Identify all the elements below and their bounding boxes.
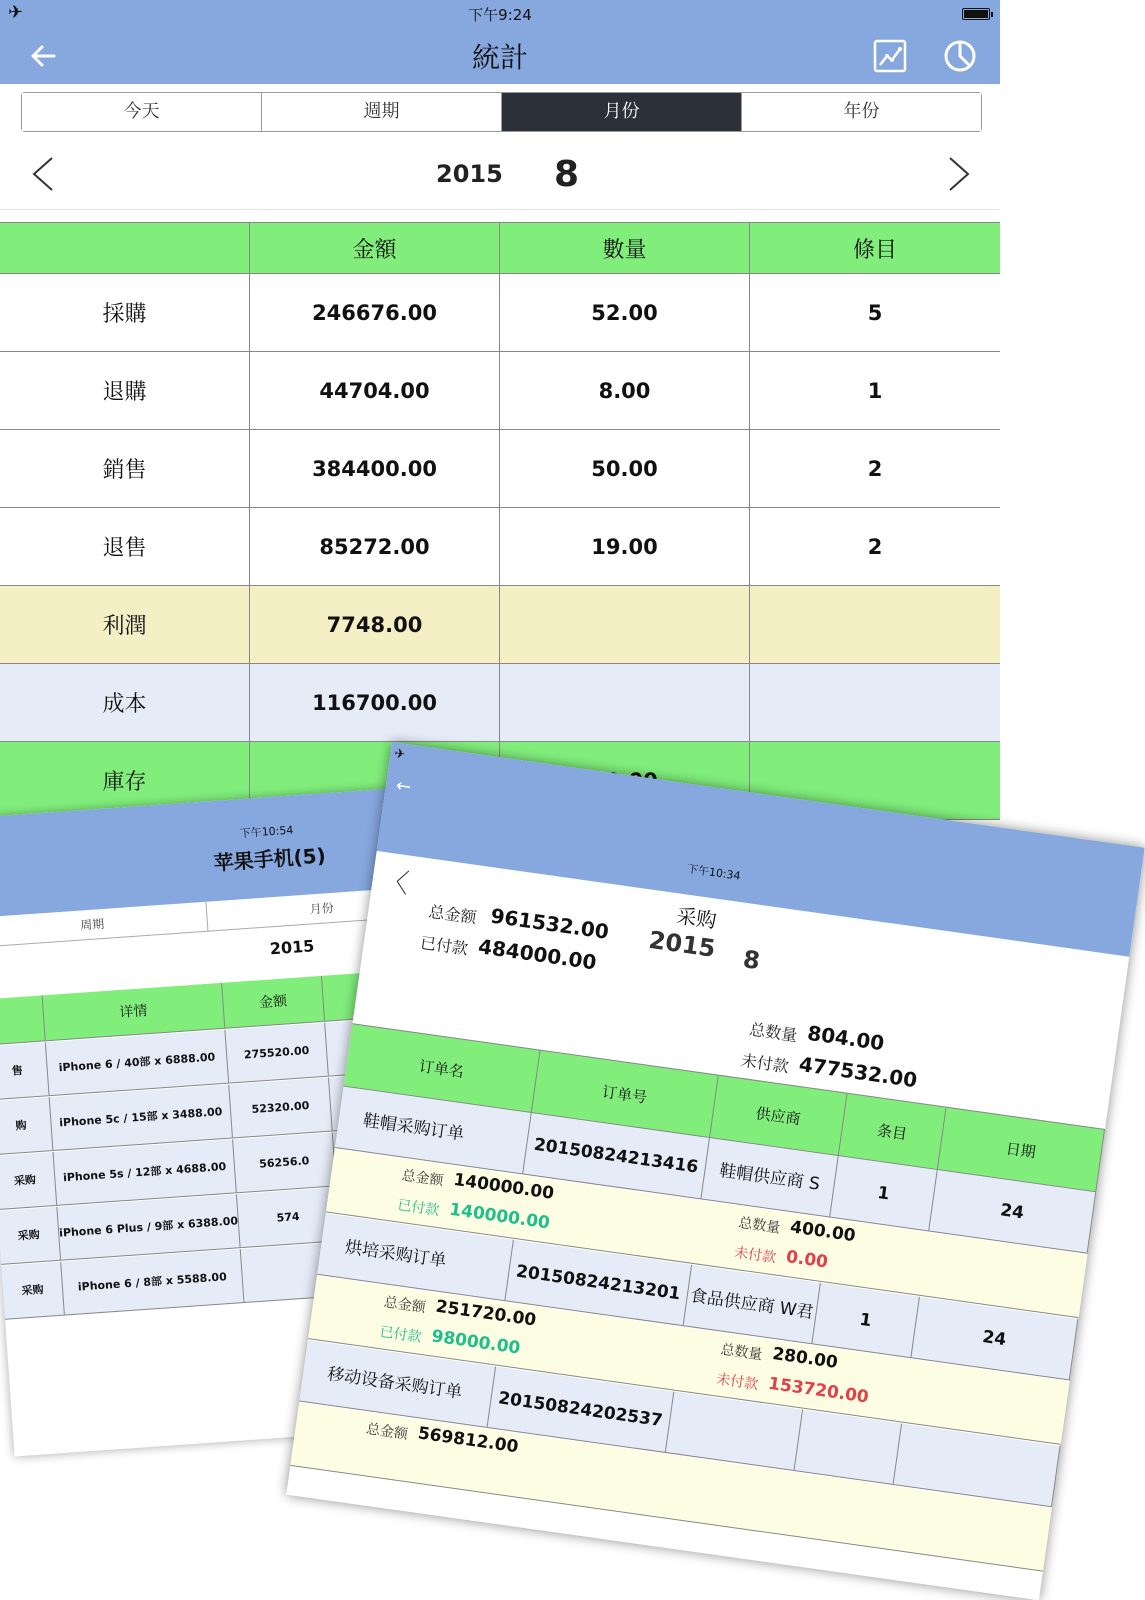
preview-time: 下午10:34 [686, 862, 742, 883]
row-quantity [500, 664, 750, 741]
order-name: 移动设备采购订单 [299, 1340, 496, 1427]
preview-cell: iPhone 5s / 12部 x 4688.00 [54, 1139, 237, 1204]
row-amount: 7748.00 [250, 586, 500, 663]
segment-week[interactable]: 週期 [262, 93, 502, 131]
order-supplier: 鞋帽供应商 S [701, 1138, 838, 1216]
table-row-profit [0, 586, 1000, 664]
preview-year: 2015 [647, 925, 718, 963]
row-quantity: 52.00 [500, 274, 750, 351]
preview-header-cell [0, 995, 46, 1044]
preview-cell: iPhone 5c / 15部 x 3488.00 [50, 1085, 233, 1150]
header-cell-items: 條目 [852, 237, 897, 263]
pie-chart-icon [940, 36, 980, 76]
order-number: 20150824213201 [505, 1240, 692, 1325]
row-items [750, 586, 1000, 663]
row-label: 退售 [0, 508, 250, 585]
line-chart-icon [870, 36, 910, 76]
preview-cell: 采购 [0, 1207, 61, 1264]
table-row-purchase-return[interactable] [0, 352, 1000, 430]
preview-tab-week: 周期 [0, 902, 208, 947]
preview-cell: 购 [0, 1097, 53, 1154]
detail-unpaid-value: 153720.00 [766, 1373, 870, 1408]
header-cell-amount: 金額 [250, 223, 500, 273]
detail-amount-value: 140000.00 [452, 1169, 556, 1204]
detail-qty-label: 总数量 [719, 1341, 764, 1364]
unpaid-label: 未付款 [739, 1050, 790, 1077]
row-quantity: 50.00 [500, 430, 750, 507]
total-qty-value: 804.00 [805, 1020, 886, 1056]
chevron-left-icon: 〈 [380, 866, 411, 900]
row-items: 1 [867, 378, 883, 403]
row-label: 採購 [0, 274, 250, 351]
airplane-mode-icon: ✈ [393, 746, 407, 763]
row-label: 成本 [0, 664, 250, 741]
preview-cell: 采购 [1, 1262, 65, 1319]
order-items: 1 [812, 1283, 920, 1357]
detail-qty-label: 总数量 [737, 1214, 782, 1237]
pie-chart-button[interactable] [940, 36, 980, 76]
period-year: 2015 [436, 160, 503, 188]
period-segmented-control [21, 92, 982, 132]
total-amount-value: 961532.00 [489, 903, 611, 944]
order-name: 烘培采购订单 [317, 1213, 514, 1300]
table-row-sales[interactable] [0, 430, 1000, 508]
paid-value: 484000.00 [476, 934, 598, 975]
row-amount: 116700.00 [250, 664, 500, 741]
table-row-sales-return[interactable] [0, 508, 1000, 586]
preview-cell: 275520.00 [225, 1023, 328, 1083]
preview-year: 2015 [269, 936, 315, 959]
row-items: 2 [867, 534, 883, 559]
chevron-left-icon [28, 154, 60, 194]
detail-qty-value: 280.00 [771, 1344, 839, 1373]
detail-paid-label: 已付款 [396, 1197, 441, 1220]
table-row-cost [0, 664, 1000, 742]
order-date: 24 [911, 1297, 1078, 1380]
segment-year[interactable]: 年份 [742, 93, 981, 131]
line-chart-button[interactable] [870, 36, 910, 76]
row-amount: 246676.00 [250, 274, 500, 351]
detail-paid-label: 已付款 [378, 1324, 423, 1346]
preview-header-cell: 日期 [938, 1108, 1105, 1192]
row-quantity: 19.00 [500, 508, 750, 585]
previous-period-button[interactable] [28, 154, 60, 194]
detail-amount-label: 总金额 [400, 1167, 445, 1190]
table-row-purchase[interactable] [0, 274, 1000, 352]
order-supplier: 食品供应商 W君 [684, 1265, 821, 1343]
preview-header-cell: 详情 [43, 983, 226, 1040]
preview-header-cell: 供应商 [710, 1076, 847, 1155]
row-items [750, 664, 1000, 741]
row-quantity: 8.00 [500, 352, 750, 429]
header-cell-label [0, 223, 250, 273]
preview-cell: iPhone 6 / 40部 x 6888.00 [46, 1030, 229, 1095]
period-picker [0, 140, 1000, 210]
detail-unpaid-label: 未付款 [733, 1244, 777, 1267]
order-number: 20150824213416 [523, 1113, 710, 1198]
row-quantity [500, 586, 750, 663]
order-number: 20150824202537 [488, 1367, 675, 1452]
nav-bar [0, 28, 1000, 84]
preview-header-cell: 金额 [222, 976, 325, 1028]
status-bar [0, 0, 1000, 28]
detail-unpaid-label: 未付款 [715, 1371, 760, 1394]
airplane-mode-icon: ✈ [8, 2, 24, 23]
page-title: 統計 [471, 41, 528, 74]
preview-title: 苹果手机(5) [212, 843, 327, 876]
stats-table [0, 222, 1000, 820]
preview-cell: 采购 [0, 1152, 57, 1209]
detail-unpaid-value: 0.00 [784, 1246, 830, 1273]
total-amount-label: 总金额 [427, 901, 478, 928]
order-items [795, 1410, 903, 1484]
row-amount: 85272.00 [250, 508, 500, 585]
total-qty-label: 总数量 [748, 1019, 799, 1046]
detail-paid-value: 98000.00 [430, 1326, 522, 1359]
detail-qty-value: 400.00 [788, 1217, 857, 1247]
row-amount: 384400.00 [250, 430, 500, 507]
preview-cell: iPhone 6 / 8部 x 5588.00 [61, 1249, 244, 1314]
segment-month[interactable]: 月份 [502, 93, 742, 131]
detail-amount-label: 总金额 [365, 1421, 409, 1443]
row-label: 庫存 [0, 742, 250, 819]
detail-amount-value: 251720.00 [434, 1296, 538, 1331]
preview-header-cell: 条目 [839, 1094, 947, 1169]
period-month: 8 [554, 154, 580, 195]
next-period-button[interactable] [942, 154, 974, 194]
paid-label: 已付款 [419, 932, 470, 959]
preview-cell: 574 [237, 1187, 340, 1247]
chevron-right-icon [942, 154, 974, 194]
row-items: 5 [867, 300, 883, 325]
preview-cell: 52320.00 [229, 1078, 332, 1138]
preview-cell: 售 [0, 1042, 50, 1099]
order-date: 24 [929, 1170, 1096, 1253]
row-label: 利潤 [0, 586, 250, 663]
preview-title: 采购 [674, 903, 718, 933]
back-arrow-icon: ← [394, 775, 413, 798]
preview-header-cell: 订单名 [344, 1024, 541, 1112]
unpaid-value: 477532.00 [797, 1051, 919, 1093]
order-name: 鞋帽采购订单 [335, 1087, 532, 1174]
preview-screenshot-purchase [286, 742, 1144, 1600]
preview-cell: iPhone 6 Plus / 9部 x 6388.00 [57, 1194, 240, 1259]
detail-amount-label: 总金额 [382, 1294, 427, 1317]
table-header [0, 222, 1000, 274]
row-label: 退購 [0, 352, 250, 429]
preview-tab-month: 月份 [206, 886, 437, 931]
detail-amount-value: 569812.00 [416, 1423, 520, 1458]
header-cell-quantity: 數量 [500, 223, 750, 273]
detail-paid-value: 140000.00 [448, 1199, 551, 1234]
preview-header-cell: 订单号 [532, 1051, 719, 1137]
preview-cell: 56256.0 [233, 1132, 336, 1192]
preview-month: 8 [741, 945, 762, 976]
row-amount: 44704.00 [250, 352, 500, 429]
row-items: 2 [867, 456, 883, 481]
battery-icon [962, 8, 990, 20]
preview-time: 下午10:54 [239, 823, 294, 841]
status-time: 下午9:24 [468, 6, 532, 24]
order-items: 1 [830, 1156, 938, 1230]
segment-today[interactable]: 今天 [22, 93, 262, 131]
row-label: 銷售 [0, 430, 250, 507]
